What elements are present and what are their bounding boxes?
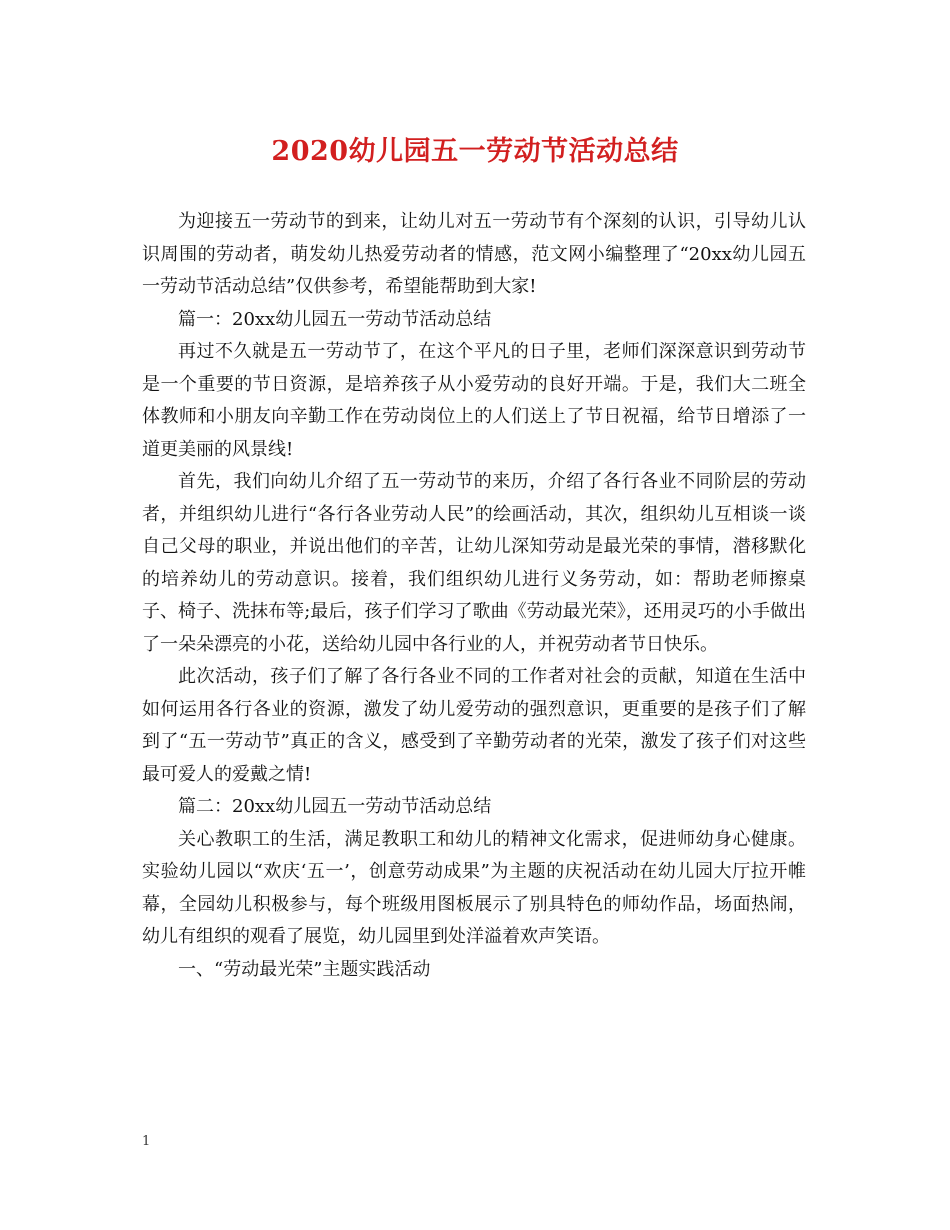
document-body (142, 206, 806, 986)
page-number: 1 (142, 1134, 151, 1149)
paragraph: 再过不久就是五一劳动节了，在这个平凡的日子里，老师们深深意识到劳动节是一个重要的节日资源，是培养孩子从小爱劳动的良好开端。于是，我们大二班全体教师和小朋友向辛勤工作在劳动岗位上的人们送上了节日祝福，给节日增添了一道更美丽的风景线! (142, 341, 806, 460)
section-heading-part-one: 篇一：20xx幼儿园五一劳动节活动总结 (178, 308, 492, 330)
section-heading-part-two: 篇二：20xx幼儿园五一劳动节活动总结 (178, 796, 492, 817)
document-title: 2020幼儿园五一劳动节活动总结 (271, 136, 679, 167)
paragraph: 首先，我们向幼儿介绍了五一劳动节的来历，介绍了各行各业不同阶层的劳动者，并组织幼儿进行“各行各业劳动人民”的绘画活动，其次，组织幼儿互相谈一谈自己父母的职业，并说出他们的辛苦，让幼儿深知劳动是最光荣的事情，潜移默化的培养幼儿的劳动意识。接着，我们组织幼儿进行义务劳动，如：帮助老师擦桌子、椅子、洗抹布等;最后，孩子们学习了歌曲《劳动最光荣》，还用灵巧的小手做出了一朵朵漂亮的小花，送给幼儿园中各行业的人，并祝劳动者节日快乐。 (142, 471, 806, 655)
paragraph: 此次活动，孩子们了解了各行各业不同的工作者对社会的贡献，知道在生活中如何运用各行各业的资源，激发了幼儿爱劳动的强烈意识，更重要的是孩子们了解到了“五一劳动节”真正的含义，感受到了辛勤劳动者的光荣，激发了孩子们对这些最可爱人的爱戴之情! (142, 666, 806, 785)
subsection-heading: 一、“劳动最光荣”主题实践活动 (178, 958, 431, 980)
paragraph: 关心教职工的生活，满足教职工和幼儿的精神文化需求，促进师幼身心健康。实验幼儿园以“欢庆‘五一’，创意劳动成果”为主题的庆祝活动在幼儿园大厅拉开帷幕，全园幼儿积极参与，每个班级用图板展示了别具特色的师幼作品，场面热闹，幼儿有组织的观看了展览，幼儿园里到处洋溢着欢声笑语。 (142, 828, 806, 947)
paragraph-intro: 为迎接五一劳动节的到来，让幼儿对五一劳动节有个深刻的认识，引导幼儿认识周围的劳动者，萌发幼儿热爱劳动者的情感，范文网小编整理了“20xx幼儿园五一劳动节活动总结”仅供参考，希望能帮助到大家! (142, 211, 806, 297)
